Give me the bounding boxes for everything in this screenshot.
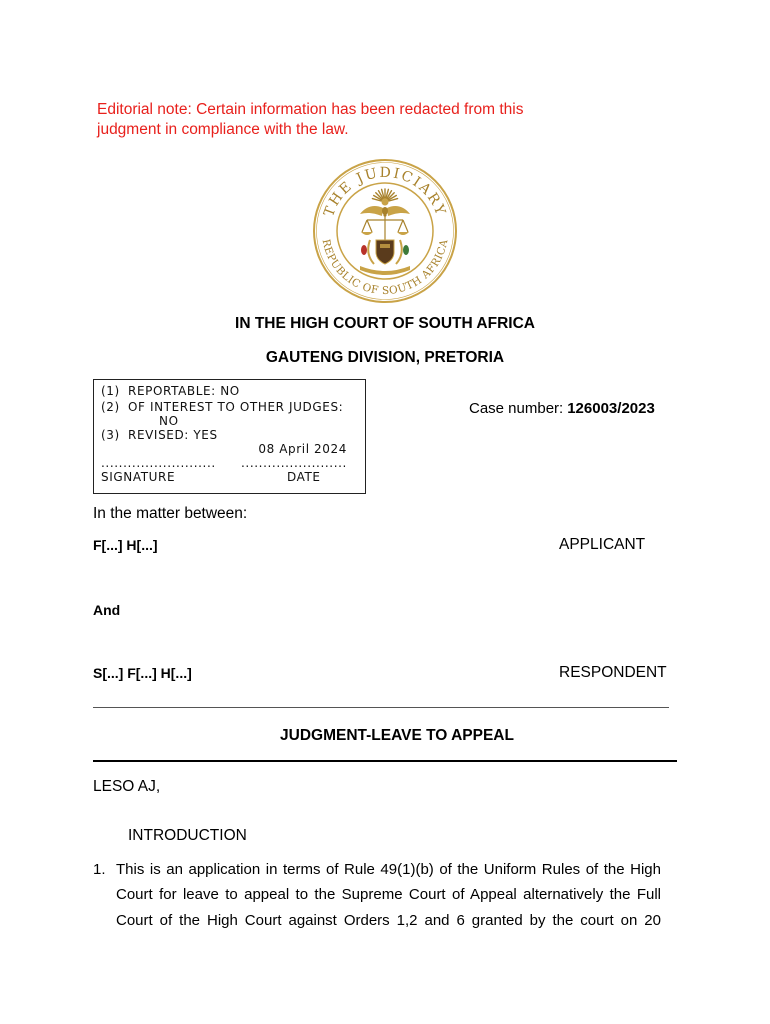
right-ornament [403, 245, 409, 255]
motto-banner [360, 266, 410, 275]
shield-figure [380, 244, 390, 248]
scales-string [403, 220, 408, 232]
court-name: IN THE HIGH COURT OF SOUTH AFRICA [235, 315, 535, 332]
status-item-revised [101, 428, 218, 442]
status-item-text: REVISED: YES [128, 428, 218, 442]
status-item-text: REPORTABLE: NO [128, 384, 240, 398]
judgment-title: JUDGMENT-LEAVE TO APPEAL [280, 727, 514, 744]
status-item-number: (3) [101, 428, 120, 442]
court-division: GAUTENG DIVISION, PRETORIA [265, 349, 505, 366]
paragraph-line: This is an application in terms of Rule 49(1)(b) of the Uniform Rules of the High [116, 861, 661, 878]
scales-left-pan [361, 232, 373, 235]
status-item-text: OF INTEREST TO OTHER JUDGES: [128, 400, 344, 414]
applicant-name: F[...] H[...] [93, 537, 158, 553]
applicant-role: APPLICANT [559, 536, 646, 553]
parties-intro: In the matter between: [93, 505, 248, 522]
section-heading: INTRODUCTION [128, 827, 247, 844]
editorial-note-line: judgment in compliance with the law. [97, 121, 349, 138]
date-dotted-line: ........................ [241, 456, 347, 470]
title-underline [93, 760, 677, 762]
signature-label: SIGNATURE [101, 470, 176, 484]
seal-bottom-text: REPUBLIC OF SOUTH AFRICA [319, 238, 451, 298]
parties-conjunction: And [93, 602, 121, 618]
sun-disc [382, 199, 389, 206]
left-wing [360, 206, 383, 216]
status-item-interest [101, 400, 343, 414]
seal-top-text: THE JUDICIARY [321, 164, 449, 219]
case-number [469, 399, 655, 419]
status-interest-answer: NO [159, 414, 179, 428]
status-item-number: (1) [101, 384, 120, 398]
left-ornament [361, 245, 367, 255]
coat-of-arms-icon [360, 189, 410, 275]
case-number-label: Case number: [469, 400, 564, 417]
status-item-number: (2) [101, 400, 120, 414]
paragraph-number: 1. [93, 861, 106, 878]
editorial-note-line: Editorial note: Certain information has been redacted from this [97, 101, 524, 118]
signature-dotted-line: .......................... [101, 456, 216, 470]
scales-right-pan [397, 232, 409, 235]
scales-finial [383, 213, 386, 216]
paragraph-line: Court for leave to appeal to the Supreme Court of Appeal alternatively the Full [116, 886, 661, 903]
right-tusk [396, 240, 402, 264]
date-label: DATE [287, 470, 321, 484]
judge-name: LESO AJ, [93, 778, 161, 795]
scales-string [362, 220, 367, 232]
status-item-reportable [101, 384, 240, 398]
status-date: 08 April 2024 [258, 442, 347, 456]
scales-string [367, 220, 372, 232]
scales-string [398, 220, 403, 232]
shield [376, 240, 394, 264]
respondent-role: RESPONDENT [559, 664, 667, 681]
reportable-status-box [93, 379, 366, 494]
separator-line [93, 707, 669, 708]
case-number-value: 126003/2023 [567, 400, 655, 417]
scales-of-justice-icon [362, 214, 408, 240]
left-tusk [368, 240, 374, 264]
respondent-name: S[...] F[...] H[...] [93, 665, 192, 681]
paragraph-line: Court of the High Court against Orders 1,2 and 6 granted by the court on 20 [116, 912, 661, 929]
right-wing [387, 206, 410, 216]
judiciary-seal-logo [310, 156, 460, 306]
